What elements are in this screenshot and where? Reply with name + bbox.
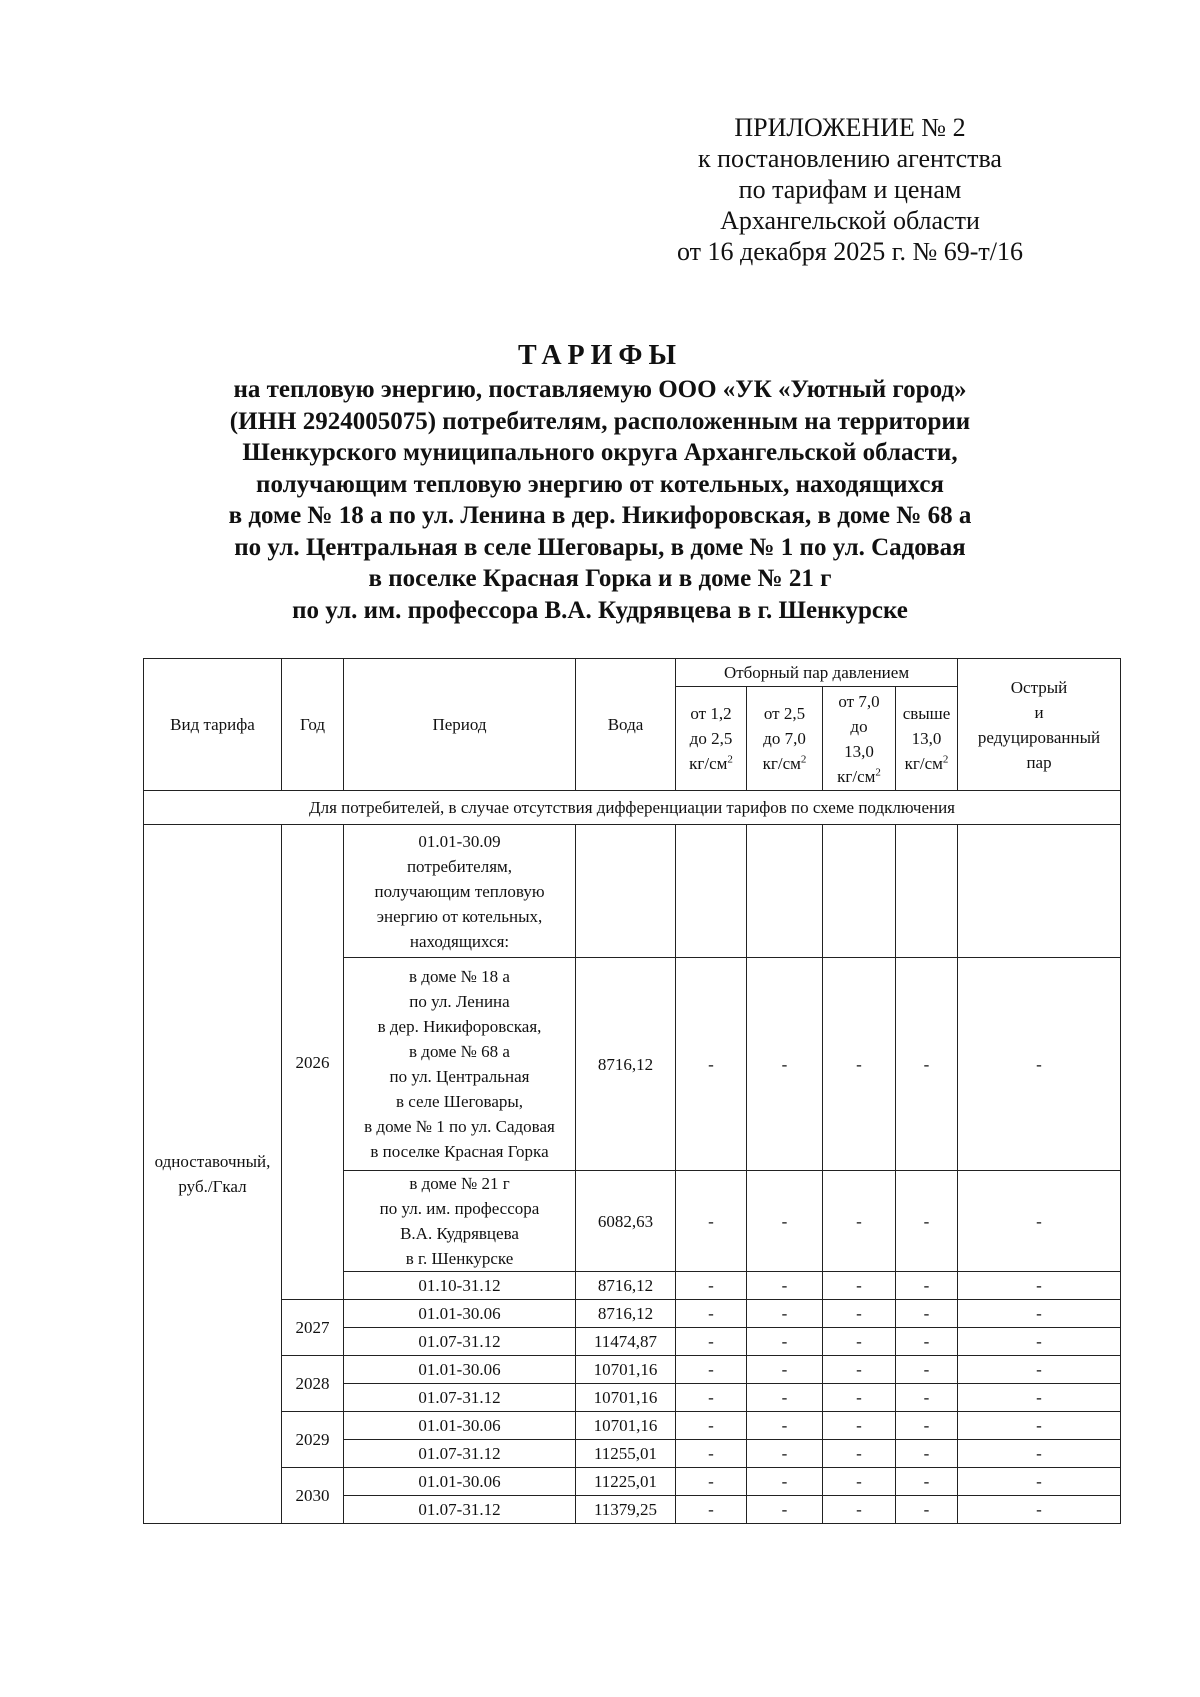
header-tariff-type: Вид тарифа: [144, 659, 282, 791]
water-cell: 11255,01: [576, 1440, 676, 1468]
pressure-line: от 1,2: [690, 704, 732, 723]
dash-cell: -: [747, 1356, 823, 1384]
pressure-line: 13,0: [911, 729, 942, 748]
acute-line: редуцированный: [977, 727, 1101, 747]
empty-cell: [747, 825, 823, 958]
dash-cell: -: [823, 1272, 896, 1300]
header-pressure-2: [747, 687, 823, 791]
dash-cell: -: [958, 1496, 1121, 1524]
dash-cell: -: [958, 1384, 1121, 1412]
header-pressure-4: [896, 687, 958, 791]
appendix-line-2: к постановлению агентства: [698, 144, 1002, 173]
acute-line: пар: [1026, 752, 1052, 772]
pressure-unit: $кг/см^2$: [837, 765, 881, 786]
year-cell: 2027: [282, 1300, 344, 1356]
water-cell: 10701,16: [576, 1356, 676, 1384]
dash-cell: -: [896, 1171, 958, 1272]
period-cell: 01.07-31.12: [344, 1328, 576, 1356]
dash-cell: -: [896, 1468, 958, 1496]
dash-cell: -: [676, 1272, 747, 1300]
dash-cell: -: [747, 1300, 823, 1328]
pressure-line: свыше: [902, 704, 951, 723]
pressure-line: до 2,5: [689, 729, 733, 748]
dash-cell: -: [676, 1412, 747, 1440]
dash-cell: -: [747, 1496, 823, 1524]
water-cell: 10701,16: [576, 1384, 676, 1412]
pressure-unit: $кг/см^2$: [762, 753, 807, 773]
dash-cell: -: [747, 1328, 823, 1356]
dash-cell: -: [676, 1171, 747, 1272]
water-cell: 6082,63: [576, 1171, 676, 1272]
title-subtitle: [150, 374, 1050, 626]
water-cell: 11379,25: [576, 1496, 676, 1524]
dash-cell: -: [747, 1412, 823, 1440]
dash-cell: -: [958, 1272, 1121, 1300]
header-period: Период: [344, 659, 576, 791]
water-cell: 8716,12: [576, 1300, 676, 1328]
empty-cell: [823, 825, 896, 958]
acute-line: и: [1034, 702, 1044, 722]
pressure-line: 13,0: [844, 741, 874, 761]
acute-line: Острый: [1010, 677, 1068, 697]
dash-cell: -: [823, 1384, 896, 1412]
dash-cell: -: [676, 1356, 747, 1384]
pressure-unit: $кг/см^2$: [904, 753, 949, 773]
dash-cell: -: [747, 1468, 823, 1496]
dash-cell: -: [676, 1328, 747, 1356]
appendix-line-4: Архангельской области: [720, 206, 980, 235]
pressure-line: от 2,5: [763, 704, 806, 723]
dash-cell: -: [823, 1300, 896, 1328]
dash-cell: -: [958, 1356, 1121, 1384]
dash-cell: -: [958, 1468, 1121, 1496]
table-row: [144, 1300, 1121, 1328]
year-cell: 2028: [282, 1356, 344, 1412]
dash-cell: -: [958, 1412, 1121, 1440]
dash-cell: -: [958, 1440, 1121, 1468]
period-cell: 01.01-30.09 потребителям, получающим тепловую энергию от котельных, находящихся:: [344, 825, 576, 958]
dash-cell: -: [747, 1384, 823, 1412]
dash-cell: -: [747, 1272, 823, 1300]
dash-cell: -: [896, 1412, 958, 1440]
period-cell: 01.01-30.06: [344, 1468, 576, 1496]
subtitle-line: на тепловую энергию, поставляемую ООО «УК «Уютный город»: [233, 376, 967, 403]
title-heading: ТАРИФЫ: [518, 340, 682, 371]
pressure-unit: $кг/см^2$: [689, 753, 733, 773]
subtitle-line: Шенкурского муниципального округа Архангельской области,: [242, 439, 958, 466]
empty-cell: [896, 825, 958, 958]
appendix-header: [600, 112, 1100, 267]
dash-cell: -: [896, 1272, 958, 1300]
dash-cell: -: [896, 958, 958, 1171]
pressure-line: до 7,0: [763, 729, 806, 748]
dash-cell: -: [958, 1300, 1121, 1328]
water-cell: [576, 825, 676, 958]
dash-cell: -: [958, 1328, 1121, 1356]
document-title: [150, 338, 1050, 626]
header-acute-steam: [958, 659, 1121, 791]
dash-cell: -: [676, 958, 747, 1171]
dash-cell: -: [676, 1496, 747, 1524]
table-row: [144, 825, 1121, 958]
dash-cell: -: [958, 958, 1121, 1171]
water-cell: 8716,12: [576, 1272, 676, 1300]
subtitle-line: в поселке Красная Горка и в доме № 21 г: [368, 565, 832, 592]
table-row: [144, 1468, 1121, 1496]
water-cell: 10701,16: [576, 1412, 676, 1440]
dash-cell: -: [823, 1356, 896, 1384]
dash-cell: -: [896, 1356, 958, 1384]
empty-cell: [958, 825, 1121, 958]
subtitle-line: по ул. им. профессора В.А. Кудрявцева в г. Шенкурске: [292, 596, 908, 624]
subtitle-line: по ул. Центральная в селе Шеговары, в доме № 1 по ул. Садовая: [234, 533, 966, 561]
dash-cell: -: [747, 1440, 823, 1468]
dash-cell: -: [676, 1384, 747, 1412]
dash-cell: -: [676, 1468, 747, 1496]
dash-cell: -: [896, 1328, 958, 1356]
water-cell: 11225,01: [576, 1468, 676, 1496]
header-pressure-3: [823, 687, 896, 791]
period-cell: 01.07-31.12: [344, 1496, 576, 1524]
appendix-date-number: от 16 декабря 2025 г. № 69-т/16: [676, 237, 1024, 266]
period-cell: в доме № 18 а по ул. Ленина в дер. Никифоровская, в доме № 68 а по ул. Центральная в селе Шеговары, в доме № 1 по ул. Садовая в поселке Красная Горка: [344, 958, 576, 1171]
period-cell: 01.01-30.06: [344, 1412, 576, 1440]
dash-cell: -: [676, 1300, 747, 1328]
tariff-type-cell: одноставочный, руб./Гкал: [144, 825, 282, 1524]
water-cell: 8716,12: [576, 958, 676, 1171]
period-cell: 01.07-31.12: [344, 1384, 576, 1412]
subtitle-line: (ИНН 2924005075) потребителям, расположенным на территории: [229, 407, 971, 435]
period-cell: 01.07-31.12: [344, 1440, 576, 1468]
pressure-line: от 7,0: [838, 691, 880, 711]
header-year: Год: [282, 659, 344, 791]
dash-cell: -: [823, 958, 896, 1171]
tariff-table: [143, 658, 1121, 1524]
year-cell: 2029: [282, 1412, 344, 1468]
dash-cell: -: [958, 1171, 1121, 1272]
table-row: [144, 1356, 1121, 1384]
empty-cell: [676, 825, 747, 958]
appendix-number: ПРИЛОЖЕНИЕ № 2: [734, 113, 966, 142]
dash-cell: -: [676, 1440, 747, 1468]
subtitle-line: получающим тепловую энергию от котельных, находящихся: [256, 470, 944, 498]
header-steam-group: Отборный пар давлением: [676, 659, 958, 687]
pressure-line: до: [850, 716, 868, 736]
dash-cell: -: [823, 1171, 896, 1272]
period-cell: 01.10-31.12: [344, 1272, 576, 1300]
water-cell: 11474,87: [576, 1328, 676, 1356]
section-label: Для потребителей, в случае отсутствия дифференциации тарифов по схеме подключения: [144, 791, 1121, 825]
appendix-line-3: по тарифам и ценам: [738, 175, 962, 204]
dash-cell: -: [823, 1496, 896, 1524]
dash-cell: -: [896, 1496, 958, 1524]
dash-cell: -: [747, 958, 823, 1171]
dash-cell: -: [896, 1440, 958, 1468]
dash-cell: -: [747, 1171, 823, 1272]
dash-cell: -: [823, 1468, 896, 1496]
dash-cell: -: [896, 1384, 958, 1412]
header-water: Вода: [576, 659, 676, 791]
dash-cell: -: [823, 1440, 896, 1468]
period-cell: 01.01-30.06: [344, 1356, 576, 1384]
subtitle-line: в доме № 18 а по ул. Ленина в дер. Никифоровская, в доме № 68 а: [228, 502, 972, 529]
dash-cell: -: [896, 1300, 958, 1328]
dash-cell: -: [823, 1412, 896, 1440]
table-row: [144, 1412, 1121, 1440]
period-cell: 01.01-30.06: [344, 1300, 576, 1328]
dash-cell: -: [823, 1328, 896, 1356]
header-pressure-1: [676, 687, 747, 791]
year-cell: 2026: [282, 825, 344, 1300]
period-cell: в доме № 21 г по ул. им. профессора В.А. Кудрявцева в г. Шенкурске: [344, 1171, 576, 1272]
year-cell: 2030: [282, 1468, 344, 1524]
